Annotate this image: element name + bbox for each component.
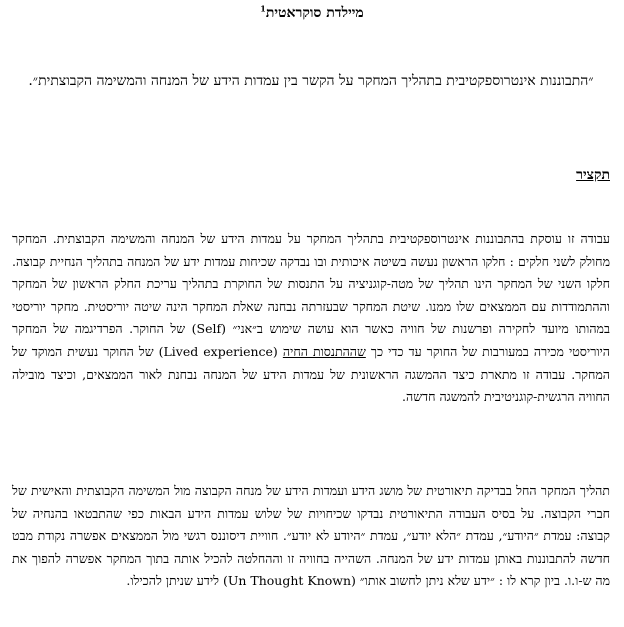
author-heading — [0, 4, 624, 22]
paragraph1-text-a: עבודה זו עוסקת בהתבוננות אינטרוספקטיבית בתהליך המחקר על עמדות הידע של המנחה והמשימה הקבוצתית. המחקר מחולק לשני חלקים : חלקו הראשון נעשה בשיטה איכותית ובו נבדקה שכיחות עמדות ידע של המנחה בתהליך הנחיית קבוצה. חלקו השני של המחקר הינו תהליך של מטה-קוגניציה על התנסות של החוקרת בתהליך עריכת החלק הראשון של המחקר וההתמודדות עם הממצאים שלו ממנו. שיטת המחקר שבעזרתה נבחנה שאלת המחקר הינה שיטה יוריסטית. מחקר יוריסטי במהותו מיועד לחקירה ופרשנות של חוויה כאשר הוא עושה שימוש ב״אני״ — [12, 231, 610, 337]
paragraph2-text-b: לידע שניתן להכילו. — [126, 573, 219, 589]
paragraph2-text-a: תהליך המחקר החל בבדיקה תיאורטית של מושג הידע ועמדות הידע של מנחה הקבוצה מול המשימה הקבוצתית והאישית של חברי הקבוצה. על בסיס העבודה התיאורטית נבדקו שכיחויות של שלוש עמדות הידע הבאות כפי שהתבטאו בהנחיה של קבוצה: עמדת ״היודע״, עמדת ״הלא יודע״, עמדת ״היודע לא יודע״. חוויית דיסוננס רגשי מול הממצאים אפשרה נקודת מבט חדשה להתבוננות באותן עמדות ידע של המנחה. השהייה בחוויה זו וההחלטה להכיל אותה בתוך המחקר אפשרה להפוך את מה ש-ו.ו. ביון קרא לו : ״ידע שלא ניתן לחשוב אותו״ — [12, 483, 610, 589]
paragraph1-text-c: של החוקר נעשית המוקד של המחקר. עבודה זו מתארת כיצד ההמשגה הראשונית של עמדות הידע של המנחה נבחנת לאור הממצאים, וכיצד מובילה החוויה הרגשית-קוגניטיבית להמשגה חדשה. — [12, 343, 610, 405]
abstract-paragraph-1 — [12, 228, 610, 409]
paragraph1-text-b: של החוקר. הפרדיגמה של המחקר היוריסטי מכירה במעורבות של החוקר עד כדי כך — [12, 321, 610, 359]
footnote-marker[interactable]: 1 — [260, 3, 266, 14]
lived-experience-hebrew: שההתנסות החיה — [282, 343, 366, 359]
lived-experience-english: (Lived experience) — [158, 343, 278, 359]
abstract-paragraph-2 — [12, 480, 610, 593]
author-name: מיילדת סוקראטית — [265, 5, 364, 21]
self-term: (Self) — [191, 321, 226, 337]
abstract-heading: תקציר — [576, 167, 610, 183]
thesis-title: ״התבוננות אינטרוספקטיבית בתהליך המחקר על הקשר בין עמדות הידע של המנחה והמשימה הקבוצתית״. — [28, 73, 594, 89]
unthought-known-term: (Un Thought Known) — [222, 573, 356, 589]
